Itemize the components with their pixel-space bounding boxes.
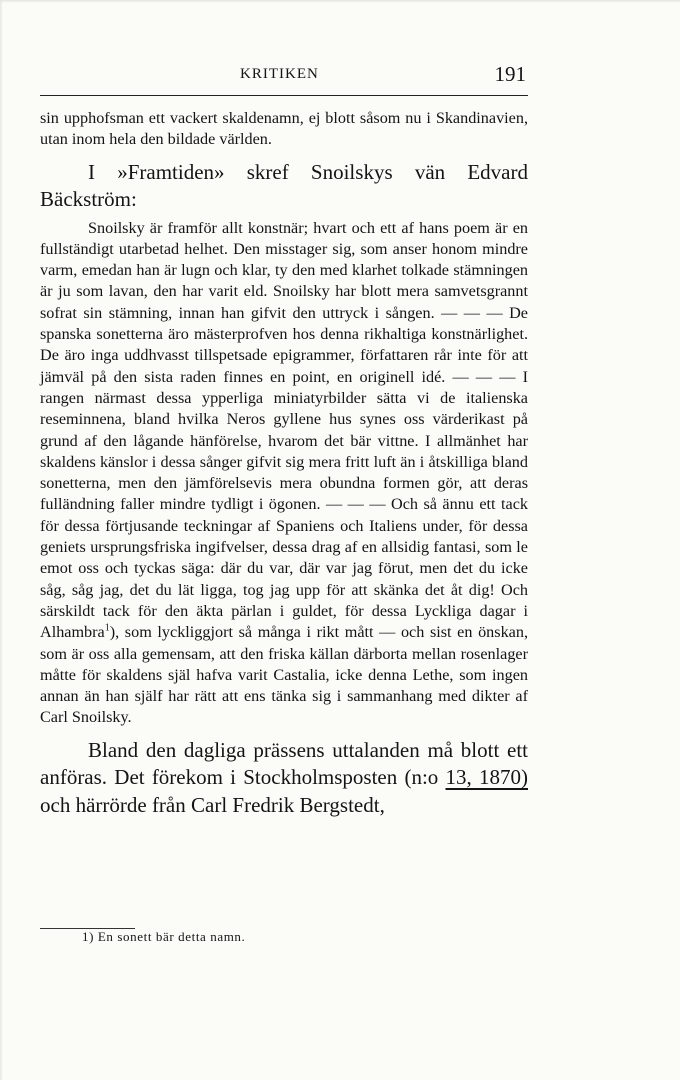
running-title: KRITIKEN	[240, 66, 319, 82]
footnote	[82, 929, 245, 945]
footnote-mark: 1)	[82, 929, 95, 944]
quote-text-part2: , som lyckliggjort så många i rikt mått — och sist en önskan, som är oss alla gemensam, att den friska källan därborta mellan rosenlager måtte för skaldens själ hafva varit Castalia, icke denna Lethe, som ingen annan än han själf har rätt att ens tänka sig i sammanhang med dikter af Carl Snoilsky.	[40, 623, 528, 727]
page-header	[40, 62, 528, 92]
footnote-text: En sonett bär detta namn.	[97, 929, 246, 944]
page-number: 191	[494, 62, 526, 86]
paragraph-daily-press-part2: och härrörde från Carl Fredrik Bergstedt,	[40, 792, 385, 817]
quote-text-part1: Snoilsky är framför allt konstnär; hvart och ett af hans poem är en fullständigt utarbetad helhet. Den misstager sig, som anser honom mindre varm, emedan han är lugn och klar, ty den med klarhet tolkade stämningen är ju som lavan, den har varit eld. Snoilsky har blott mera samvetsgrannt sofrat sin stämning, innan han gifvit den uttryck i sången. — — — De spanska sonetterna äro mästerprofven hos denna rikhaltiga konstnärlighet. De äro inga uddhvasst tillspetsade epigrammer, författaren rår inte för att jämväl på den sista raden finnes en point, en originell idé. — — — I rangen närmast dessa ypperliga miniatyrbilder sätta vi de italienska reseminnena, bland hvilka Neros gyllene hus synes oss värderikast på grund af den lågande hänförelse, hvarom det bär vittne. I allmänhet har skaldens känslor i dessa sånger gifvit sig mera fritt luft än i åtskilliga bland sonetterna, men den jämförelsevis mera obundna formen gör, att deras fulländning faller mindre tydligt i ögonen. — — — Och så ännu ett tack för dessa förtjusande teckningar af Spaniens och Italiens under, för dessa geniets ursprungsfriska ingifvelser, dessa drag af en allsidig fantasi, som le emot oss och tyckas säga: där du var, där var jag förut, men det du icke såg, såg jag, det du lät ligga, tog jag upp för att skänka det åt dig! Och särskildt tack för den äkta pärlan i guldet, för dessa Lyckliga dagar i Alhambra	[40, 218, 528, 642]
page-top-edge	[0, 0, 680, 3]
page-left-edge	[0, 0, 3, 1080]
header-rule	[40, 95, 528, 96]
paragraph-framtiden-intro: I »Framtiden» skref Snoilskys vän Edvard Bäckström:	[40, 159, 528, 212]
underlined-reference: 13, 1870)	[445, 765, 528, 790]
footnote-reference: 1	[104, 622, 110, 634]
quote-backstrom: Snoilsky är framför allt konstnär; hvart och ett af hans poem är en fullständigt utarbetad helhet. Den misstager sig, som anser honom mindre varm, emedan han är lugn och klar, ty den med klarhet tolkade stämningen är ju som lavan, den har varit eld. Snoilsky har blott mera samvetsgrannt sofrat sin stämning, innan han gifvit den uttryck i sången. — — — De spanska sonetterna äro mästerprofven hos denna rikhaltiga konstnärlighet. De äro inga uddhvasst tillspetsade epigrammer, författaren rår inte för att jämväl på den sista raden finnes en point, en originell idé. — — — I rangen närmast dessa ypperliga miniatyrbilder sätta vi de italienska reseminnena, bland hvilka Neros gyllene hus synes oss värderikast på grund af den lågande hänförelse, hvarom det bär vittne. I allmänhet har skaldens känslor i dessa sånger gifvit sig mera fritt luft än i åtskilliga bland sonetterna, men den jämförelsevis mera obundna formen gör, att deras fulländning faller mindre tydligt i ögonen. — — — Och så ännu ett tack för dessa förtjusande teckningar af Spaniens och Italiens under, för dessa geniets ursprungsfriska ingifvelser, dessa drag af en allsidig fantasi, som le emot oss och tyckas säga: där du var, där var jag förut, men det du icke såg, såg jag, det du lät ligga, tog jag upp för att skänka det åt dig! Och särskildt tack för den äkta pärlan i guldet, för dessa Lyckliga dagar i Alhambra$^1$), som lyckliggjort så många i rikt mått — och sist en önskan, som är oss alla gemensam, att den friska källan därborta mellan rosenlager måtte för skaldens själ hafva varit Castalia, icke denna Lethe, som ingen annan än han själf har rätt att ens tänka sig i sammanhang med dikter af Carl Snoilsky.	[40, 218, 528, 727]
paragraph-continuation: sin upphofsman ett vackert skaldenamn, ej blott såsom nu i Skandinavien, utan inom hela den bildade världen.	[40, 109, 528, 149]
paragraph-daily-press	[40, 737, 528, 820]
paragraph-daily-press-part1: Bland den dagliga prässens uttalanden må blott ett anföras. Det förekom i Stockholmsposten (n:o	[40, 737, 528, 790]
body-text	[40, 108, 528, 819]
